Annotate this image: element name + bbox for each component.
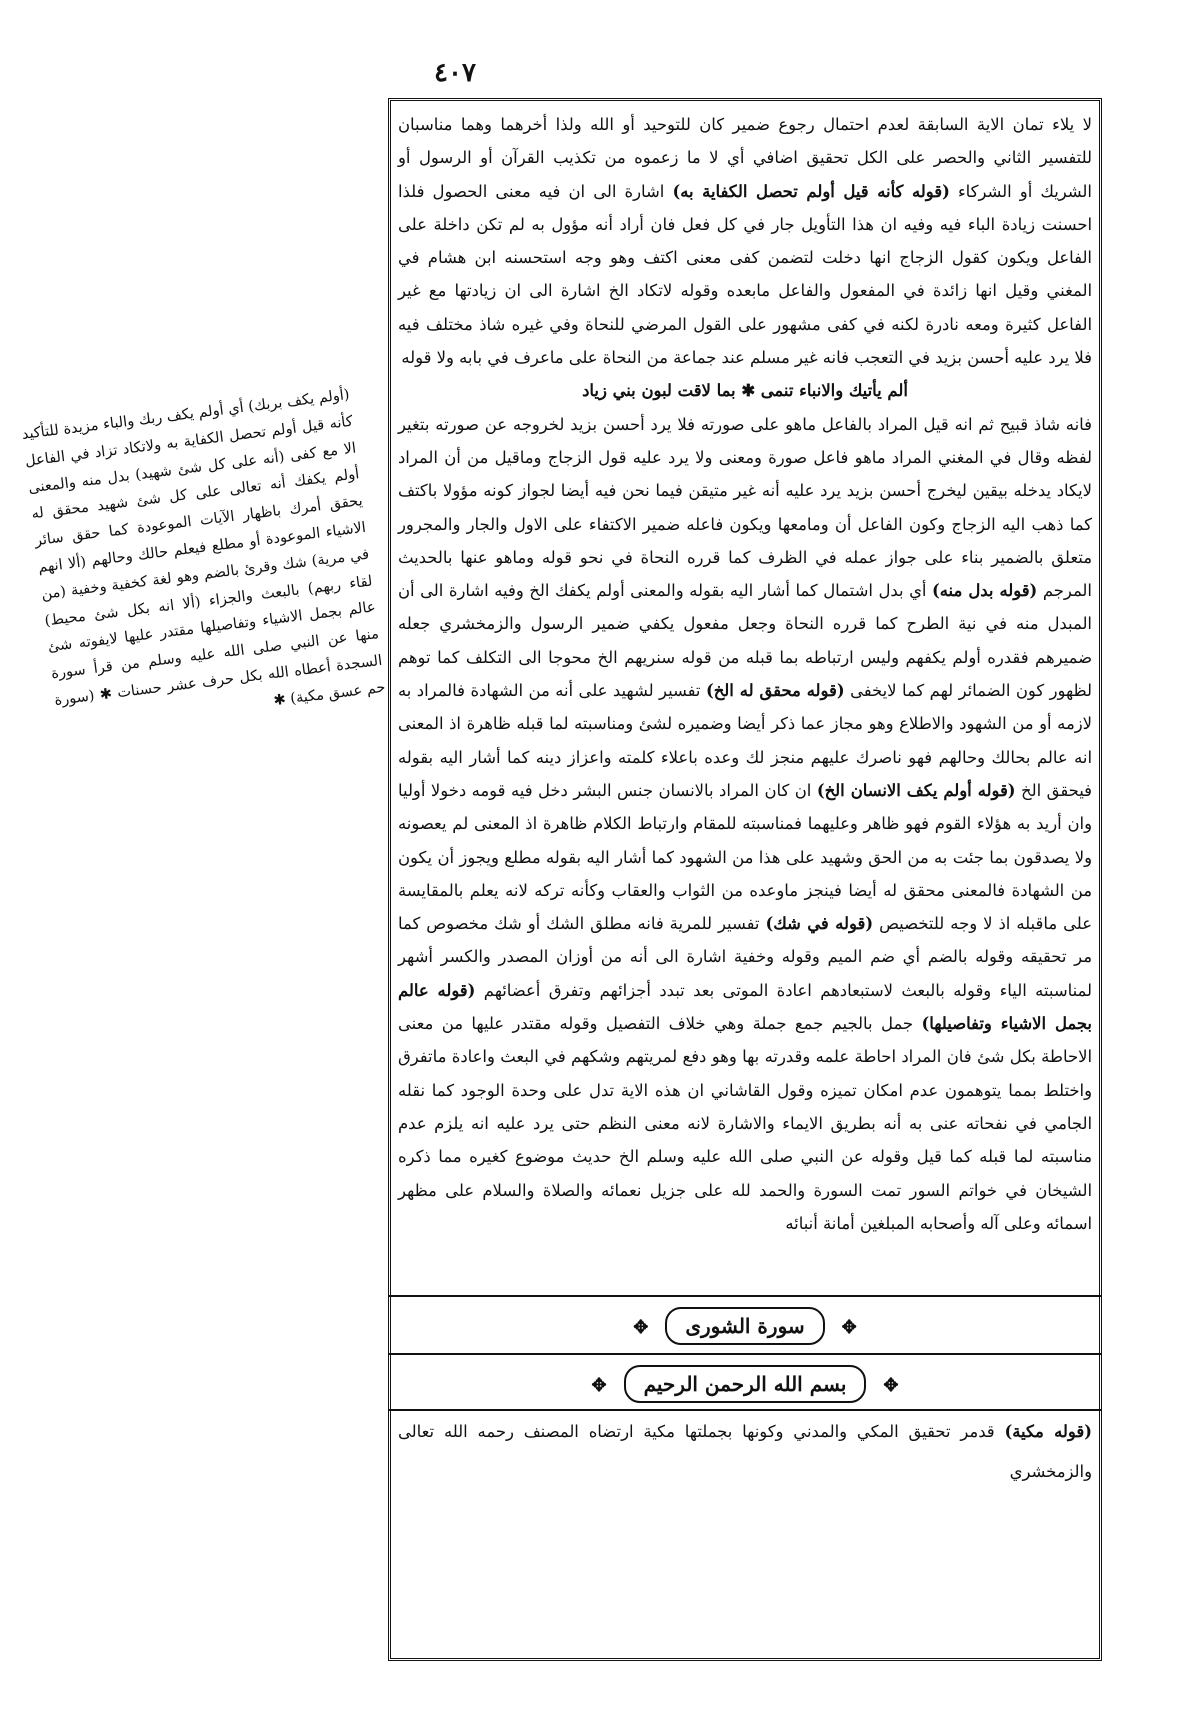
ornament-icon: ✥	[591, 1375, 607, 1396]
qawl-heading: (قوله محقق له الخ)	[705, 681, 845, 701]
basmala: بسم الله الرحمن الرحيم	[624, 1365, 867, 1403]
commentary-paragraph	[398, 408, 1092, 1240]
footer-text: قدمر تحقيق المكي والمدني وكونها بجملتها مكية ارتضاه المصنف رحمه الله تعالى والزمخشري	[398, 1422, 1092, 1481]
commentary-text: فانه شاذ قبيح ثم انه قيل المراد بالفاعل ماهو على صورته فلا يرد أحسن بزيد لخروجه عن صورته بتغير لفظه وقال في المغني المراد ماهو فاعل صورة ومعنى ولا يرد عليه قول الزجاج وماقيل من أن المراد لايكاد يدخله بيقين ليخرج أحسن بزيد يرد عليه أنه غير متيقن فيما نحن فيه أيضا لجواز كونه مؤولا باكتف كما ذهب اليه الزجاج وكون الفاعل أن ومامعها ويكون فاعله ضمير الاكتفاء على الاول والجار والمجرور متعلق بالضمير بناء على جواز عمله في الظرف كما قرره النحاة في نحو قوله وماهو عنها بالحديث المرجم	[398, 414, 1092, 601]
surah-title: سورة الشورى	[665, 1307, 824, 1345]
main-text	[398, 108, 1092, 1240]
commentary-text: لا يلاء تمان الاية السابقة لعدم احتمال رجوع ضمير كان للتوحيد أو الله ولذا أخرهما وهما مناسبان للتفسير الثاني والحصر على الكل تحقيق اضافي أي لا ما زعموه من تكذيب القرآن أو الرسول أو الشريك أو الشركاء	[398, 115, 1092, 201]
qawl-heading: (قوله أولم يكف الانسان الخ)	[816, 780, 1016, 800]
ornament-icon: ✥	[883, 1375, 899, 1396]
basmala-box	[388, 1353, 1102, 1411]
qawl-heading: (قوله في شك)	[765, 914, 874, 934]
ornament-icon: ✥	[841, 1317, 857, 1338]
commentary-text: جمل بالجيم جمع جملة وهي خلاف التفصيل وقوله مقتدر عليها من معنى الاحاطة بكل شئ فان المراد احاطة علمه وقدرته بها وهو دفع لمريتهم وشكهم في البعث واعادة ماتفرق واختلط بمما يتوهمون عدم امكان تميزه وقول القاشاني ان هذه الاية تدل على وحدة الوجود كما نقله الجامي في نفحاته عنى به أنه بطريق الايماء والاشارة لانه معنى النظم حتى يرد عليه انه يلزم عدم مناسبته لما قبله كما قيل وقوله عن النبي صلى الله عليه وسلم الخ حديث موضوع كغيره مما ذكره الشيخان في خواتم السور تمت السورة والحمد لله على جزيل نعمائه والصلاة والسلام على مظهر اسمائه وعلى آله وأصحابه المبلغين أمانة أنبائه	[398, 1014, 1092, 1233]
margin-note: (أولم يكف بربك) أي أولم يكف ربك والباء مزيدة للتأكيد كأنه قيل أولم تحصل الكفاية به ولاتكاد تزاد في الفاعل الا مع كفى (أنه على كل شئ شهيد) بدل منه والمعنى أولم يكفك أنه تعالى على كل شئ شهيد محقق له يحقق أمرك باظهار الآيات الموعودة كما حقق سائر الاشياء الموعودة أو مطلع فيعلم حالك وحالهم (ألا انهم في مرية) شك وقرئ بالضم وهو لغة كخفية وخفية (من لقاء ربهم) بالبعث والجزاء (ألا انه بكل شئ محيط) عالم بجمل الاشياء وتفاصيلها مقتدر عليها لايفوته شئ منها عن النبي صلى الله عليه وسلم من قرأ سورة السجدة أعطاه الله بكل حرف عشر حسنات ✱ (سورة حم عسق مكية) ✱	[20, 385, 387, 710]
qawl-heading: (قوله مكية)	[1004, 1422, 1092, 1441]
footer-line	[398, 1412, 1092, 1492]
commentary-text: اشارة الى ان فيه معنى الحصول فلذا احسنت زيادة الباء فيه وفيه ان هذا التأويل جار في كل فعل فان أراد أنه مؤول به لم تكن داخلة على الفاعل ويكون كقول الزجاج انها دخلت لتضمن كفى معنى اكتف وهو وجه استحسنه ابن هشام في المغني وقيل انها زائدة في المفعول والفاعل مابعده وقوله لاتكاد الخ اشارة الى ان زيادتها مع غير الفاعل كثيرة ومعه نادرة لكنه في كفى مشهور على القول المرضي للنحاة وفي غيره شاذ مختلف فيه فلا يرد عليه أحسن بزيد في التعجب فانه غير مسلم عند جماعة من النحاة على ماعرف في بابه ولا قوله	[398, 181, 1092, 368]
qawl-heading: (قوله عالم بجمل الاشياء وتفاصيلها)	[398, 980, 1092, 1034]
commentary-text: تفسير لشهيد على أنه من الشهادة فالمراد به لازمه أو من الشهود والاطلاع وهو مجاز عما ذكر أيضا وضميره لشئ ومناسبته لما قبله ظاهرة اذ المعنى انه عالم بحالك وحالهم فهو ناصرك عليهم منجز لك وعده باعلاء كلمته واعزاز دينه كما أشار اليه بقوله فيحقق الخ	[398, 681, 1092, 800]
qawl-heading: (قوله بدل منه)	[932, 581, 1038, 601]
qawl-heading: (قوله كأنه قيل أولم تحصل الكفاية به)	[672, 181, 950, 201]
commentary-text: ان كان المراد بالانسان جنس البشر دخل فيه قومه دخولا أوليا وان أريد به هؤلاء القوم فهو ظاهر وعليهما فمناسبته للمقام وارتباط الكلام ظاهرة اذ المعنى لم يعصونه ولا يصدقون بما جئت به من الحق وشهيد على هذا من الشهود كما أشار اليه بقوله مطلع ويجوز أن يكون من الشهادة فالمعنى محقق له أيضا فينجز ماوعده من الثواب والعقاب وكأنه تركه لانه يعلم بالمقايسة على ماقبله اذ لا وجه للتخصيص	[398, 780, 1092, 934]
commentary-text: أي بدل اشتمال كما أشار اليه بقوله والمعنى أولم يكفك الخ وفيه اشارة الى أن المبدل منه في نية الطرح كما قرره النحاة وجعل مفعول يكفي ضمير الرسول والزمخشري جعله ضميرهم فقدره أولم يكفهم وليس ارتباطه بما قبله من قوله سنريهم الخ محوجا الى التكلف كما توهم لظهور كون الضمائر لهم كما لايخفى	[398, 581, 1092, 701]
commentary-text: تفسير للمرية فانه مطلق الشك أو شك مخصوص كما مر تحقيقه وقوله بالضم أي ضم الميم وقوله وخفية اشارة الى أنه من أوزان المصدر والكسر أشهر لمناسبته الياء وقوله بالبعث لاستبعادهم اعادة الموتى بعد تبدد أجزائهم وتفرق أعضائهم	[398, 914, 1092, 1000]
page-number: ٤٠٧	[434, 58, 476, 88]
commentary-paragraph	[398, 108, 1092, 374]
ornament-icon: ✥	[633, 1317, 649, 1338]
surah-title-box	[388, 1295, 1102, 1353]
poetic-verse: ألم يأتيك والانباء تنمى ✱ بما لاقت لبون بني زياد	[582, 381, 908, 401]
